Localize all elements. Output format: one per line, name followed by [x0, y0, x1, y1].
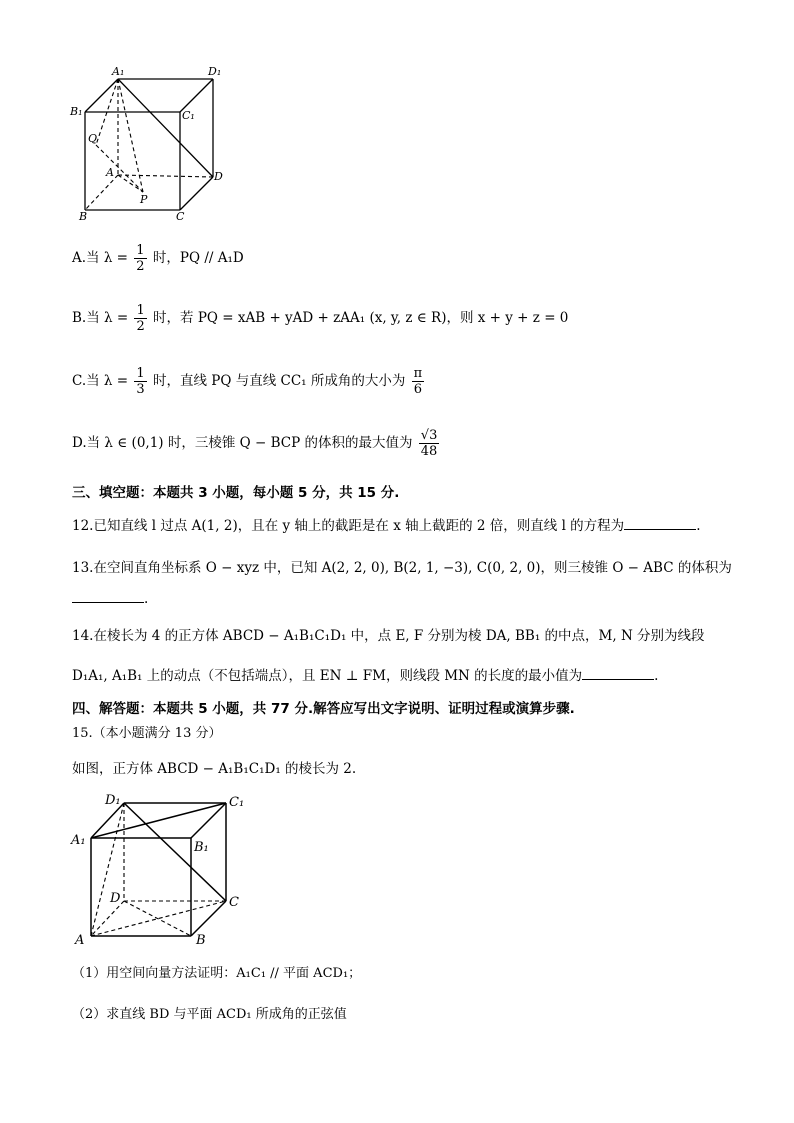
- option-a: A.当 λ = $\frac{1}{2}$ 时，PQ // A₁D: [72, 243, 244, 274]
- question-15-title: 15.（本小题满分 13 分）: [72, 726, 222, 741]
- cube-figure-2: [66, 788, 256, 950]
- option-c: C.当 λ = $\frac{1}{3}$ 时，直线 PQ 与直线 CC₁ 所成角的大小为 $\frac{\pi}{6}$: [72, 366, 423, 397]
- question-12: 12.已知直线 l 过点 A(1, 2)，且在 y 轴上的截距是在 x 轴上截距的 2 倍，则直线 l 的方程为 .: [72, 518, 701, 534]
- label-D1: D₁: [105, 793, 121, 808]
- fraction: $\frac{1}{2}$: [136, 303, 145, 334]
- label-D: D: [110, 891, 121, 906]
- label-P: P: [140, 193, 148, 206]
- label-B: B: [79, 210, 88, 223]
- label-C1: C₁: [229, 795, 245, 810]
- label-Q: Q: [88, 132, 98, 145]
- label-B: B: [196, 933, 206, 948]
- answer-blank: [624, 517, 696, 530]
- question-15-part-1: （1）用空间向量方法证明：A₁C₁ // 平面 ACD₁；: [72, 966, 362, 981]
- label-D1: D₁: [208, 65, 222, 78]
- section-3-heading: 三、填空题：本题共 3 小题，每小题 5 分，共 15 分.: [72, 485, 400, 501]
- label-D: D: [214, 170, 223, 183]
- option-b: B.当 λ = $\frac{1}{2}$ 时，若 PQ = xAB + yAD + zAA₁ (x, y, z ∈ R)，则 x + y + z = 0: [72, 303, 569, 334]
- answer-blank: [72, 590, 144, 603]
- label-A1: A₁: [71, 833, 86, 848]
- section-4-heading: 四、解答题：本题共 5 小题，共 77 分.解答应写出文字说明、证明过程或演算步骤.: [72, 701, 575, 717]
- option-d: D.当 λ ∈ (0,1) 时，三棱锥 Q − BCP 的体积的最大值为 $\frac{√3}{48}$: [72, 428, 438, 459]
- label-C: C: [229, 895, 239, 910]
- question-15-intro: 如图，正方体 ABCD − A₁B₁C₁D₁ 的棱长为 2.: [72, 761, 357, 777]
- label-C: C: [176, 210, 185, 223]
- answer-blank: [582, 667, 654, 680]
- fraction: $\frac{\pi}{6}$: [413, 366, 423, 397]
- fraction: $\frac{√3}{48}$: [420, 428, 438, 459]
- label-A: A: [75, 933, 85, 948]
- label-B1: B₁: [194, 840, 209, 855]
- label-A: A: [106, 166, 114, 179]
- label-A1: A₁: [112, 65, 125, 78]
- label-B1: B₁: [70, 105, 83, 118]
- question-13-blank-line: .: [72, 590, 148, 607]
- question-14-line-1: 14.在棱长为 4 的正方体 ABCD − A₁B₁C₁D₁ 中，点 E, F 分别为棱 DA, BB₁ 的中点，M, N 分别为线段: [72, 628, 705, 644]
- fraction: $\frac{1}{2}$: [136, 243, 145, 274]
- question-15-part-2: （2）求直线 BD 与平面 ACD₁ 所成角的正弦值: [72, 1007, 347, 1022]
- label-C1: C₁: [182, 109, 195, 122]
- cube-figure-1: [68, 62, 233, 224]
- question-13: 13.在空间直角坐标系 O − xyz 中，已知 A(2, 2, 0), B(2, 1, −3), C(0, 2, 0)，则三棱锥 O − ABC 的体积为: [72, 560, 732, 576]
- question-14-line-2: D₁A₁, A₁B₁ 上的动点（不包括端点），且 EN ⊥ FM，则线段 MN 的长度的最小值为 .: [72, 668, 659, 684]
- fraction: $\frac{1}{3}$: [136, 366, 145, 397]
